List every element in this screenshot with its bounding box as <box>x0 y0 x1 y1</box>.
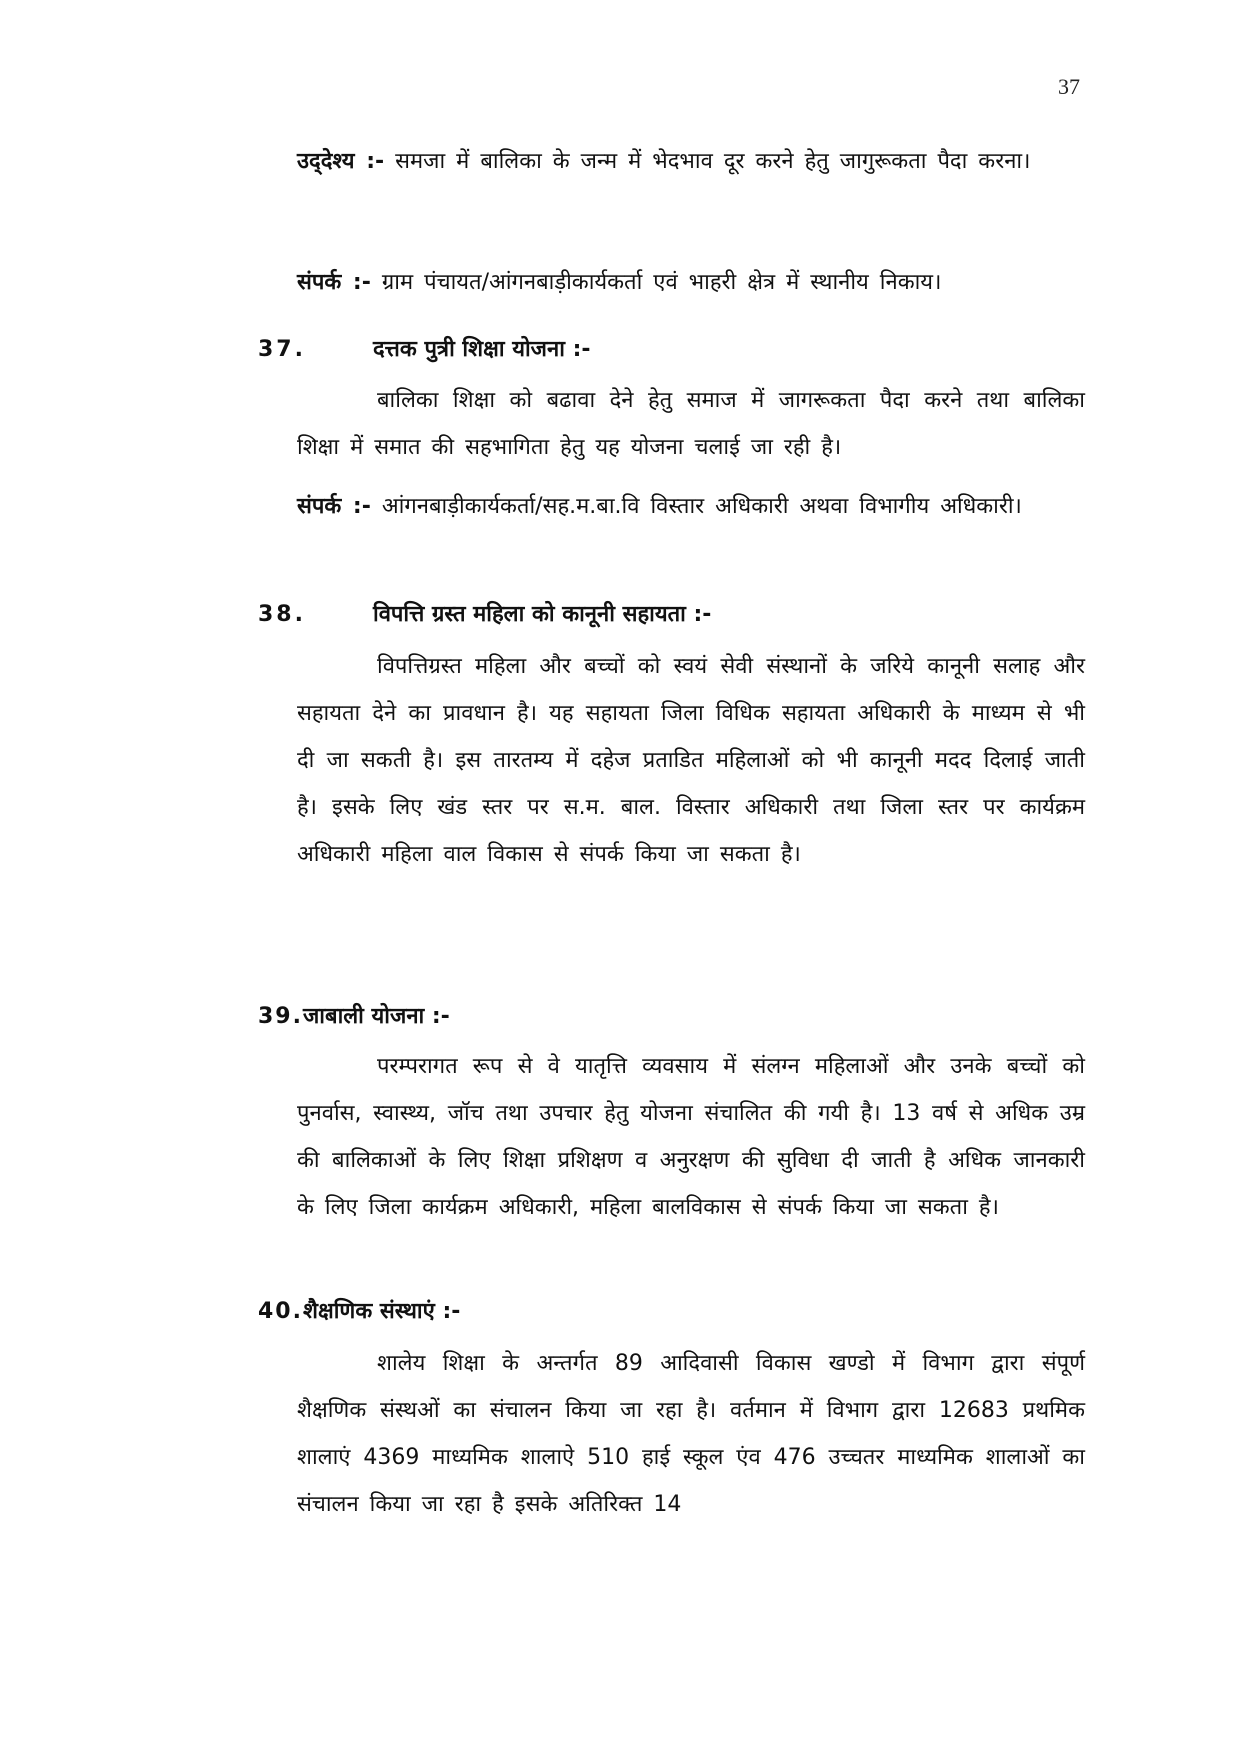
section-40-heading <box>258 1295 460 1325</box>
objective-text: समजा में बालिका के जन्म में भेदभाव दूर करने हेतु जागुरूकता पैदा करना। <box>395 149 1031 174</box>
section-39-title: जाबाली योजना :- <box>302 1004 450 1029</box>
section-37-title: दत्तक पुत्री शिक्षा योजना :- <box>373 337 591 362</box>
section-38-body: विपत्तिग्रस्त महिला और बच्चों को स्वयं सेवी संस्थानों के जरिये कानूनी सलाह और सहायता देने का प्रावधान है। यह सहायता जिला विधिक सहायता अधिकारी के माध्यम से भी दी जा सकती है। इस तारतम्य में दहेज प्रताडित महिलाओं को भी कानूनी मदद दिलाई जाती है। इसके लिए खंड स्तर पर स.म. बाल. विस्तार अधिकारी तथा जिला स्तर पर कार्यक्रम अधिकारी महिला वाल विकास से संपर्क किया जा सकता है। <box>297 654 1085 867</box>
section-39-heading <box>258 1000 450 1030</box>
objective-paragraph <box>297 138 1085 185</box>
section-37-body: बालिका शिक्षा को बढावा देने हेतु समाज में जागरूकता पैदा करने तथा बालिका शिक्षा में समात की सहभागिता हेतु यह योजना चलाई जा रही है। <box>297 388 1085 460</box>
section-40-number: 40. <box>258 1299 303 1324</box>
section-40-title: शैक्षणिक संस्थाएं :- <box>302 1299 461 1324</box>
section-40-body: शालेय शिक्षा के अन्तर्गत 89 आदिवासी विकास खण्डो में विभाग द्वारा संपूर्ण शैक्षणिक संस्थओं का संचालन किया जा रहा है। वर्तमान में विभाग द्वारा 12683 प्रथमिक शालाएं 4369 माध्यमिक शालाऐ 510 हाई स्कूल एंव 476 उच्चतर माध्यमिक शालाओं का संचालन किया जा रहा है इसके अतिरिक्त 14 <box>297 1351 1085 1517</box>
section-38-number: 38. <box>258 602 306 627</box>
section-37-contact-label: संपर्क :- <box>297 494 371 519</box>
section-37-contact <box>297 483 1085 530</box>
section-37-contact-text: आंगनबाड़ीकार्यकर्ता/सह.म.बा.वि विस्तार अधिकारी अथवा विभागीय अधिकारी। <box>381 494 1022 519</box>
section-38-title: विपत्ति ग्रस्त महिला को कानूनी सहायता :- <box>373 602 712 627</box>
contact-label-1: संपर्क :- <box>297 270 371 295</box>
contact-paragraph-1 <box>297 259 1085 306</box>
section-39-body: परम्परागत रूप से वे यातृत्ति व्यवसाय में संलग्न महिलाओं और उनके बच्चों को पुनर्वास, स्वास्थ्य, जॉच तथा उपचार हेतु योजना संचालित की गयी है। 13 वर्ष से अधिक उम्र की बालिकाओं के लिए शिक्षा प्रशिक्षण व अनुरक्षण की सुविधा दी जाती है अधिक जानकारी के लिए जिला कार्यक्रम अधिकारी, महिला बालविकास से संपर्क किया जा सकता है। <box>297 1054 1085 1220</box>
section-39-number: 39. <box>258 1004 303 1029</box>
contact-text-1: ग्राम पंचायत/आंगनबाड़ीकार्यकर्ता एवं भाहरी क्षेत्र में स्थानीय निकाय। <box>381 270 942 295</box>
section-37-number: 37. <box>258 337 306 362</box>
objective-label: उद्‌देश्य :- <box>297 149 385 174</box>
section-38-heading <box>258 598 711 628</box>
section-37-heading <box>258 333 591 363</box>
page-number: 37 <box>1058 74 1080 99</box>
